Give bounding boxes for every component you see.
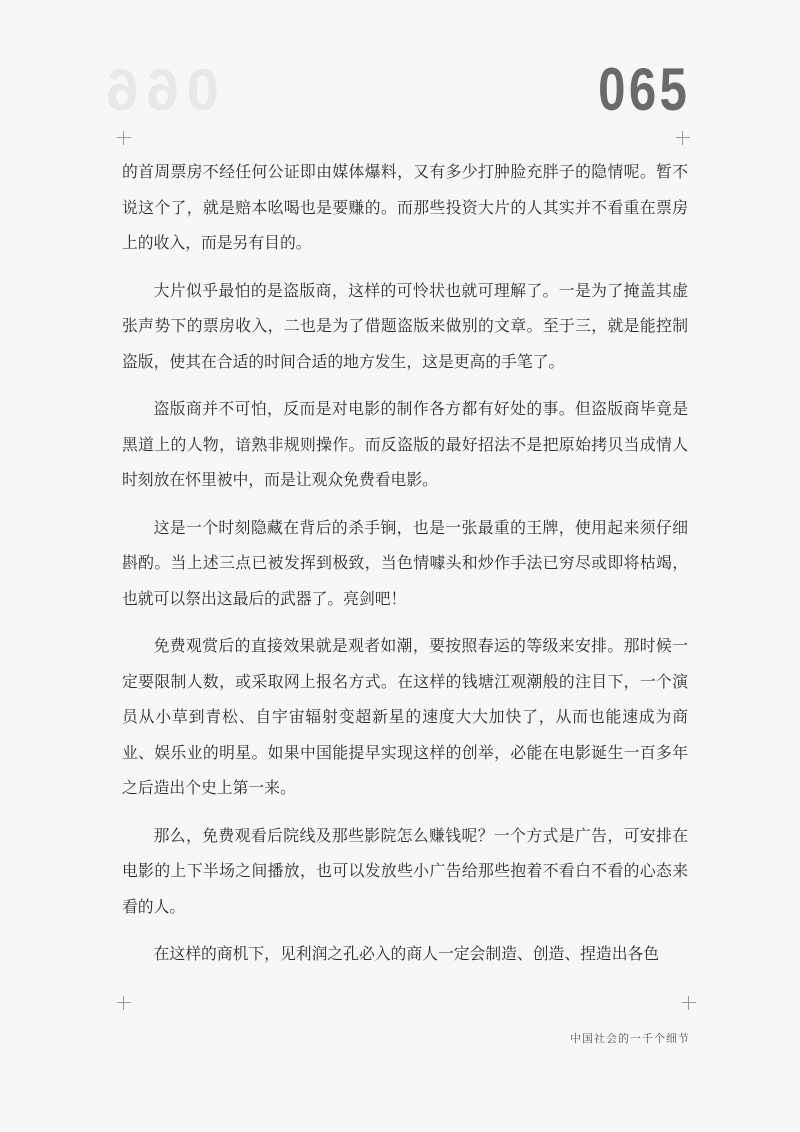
crop-mark-top-right bbox=[676, 131, 690, 145]
body-text bbox=[122, 154, 688, 984]
crop-mark-bottom-right bbox=[682, 996, 696, 1010]
paragraph-2: 大片似乎最怕的是盗版商，这样的可怜状也就可理解了。一是为了掩盖其虚张声势下的票房收入，二也是为了借题盗版来做别的文章。至于三，就是能控制盗版，使其在合适的时间合适的地方发生，这是更高的手笔了。 bbox=[122, 280, 688, 371]
show-through-page-number: 066 bbox=[98, 58, 219, 123]
paragraph-7: 在这样的商机下，见利润之孔必入的商人一定会制造、创造、捏造出各色 bbox=[153, 944, 660, 963]
running-footer-book-title: 中国社会的一千个细节 bbox=[570, 1032, 690, 1045]
page-number: 065 bbox=[598, 56, 690, 123]
paragraph-1: 的首周票房不经任何公证即由媒体爆料，又有多少打肿脸充胖子的隐情呢。暂不说这个了，就是赔本吆喝也是要赚的。而那些投资大片的人其实并不看重在票房上的收入，而是另有目的。 bbox=[122, 162, 688, 252]
crop-mark-bottom-left bbox=[117, 996, 131, 1010]
paragraph-4: 这是一个时刻隐藏在背后的杀手锏，也是一张最重的王牌，使用起来须仔细斟酌。当上述三点已被发挥到极致，当色情噱头和炒作手法已穷尽或即将枯竭，也就可以祭出这最后的武器了。亮剑吧！ bbox=[122, 517, 688, 608]
paragraph-5: 免费观赏后的直接效果就是观者如潮，要按照春运的等级来安排。那时候一定要限制人数，或采取网上报名方式。在这样的钱塘江观潮般的注目下，一个演员从小草到青松、自宇宙辐射变超新星的速度大大加快了，从而也能速成为商业、娱乐业的明星。如果中国能提早实现这样的创举，必能在电影诞生一百多年之后造出个史上第一来。 bbox=[122, 636, 688, 797]
paragraph-6: 那么，免费观看后院线及那些影院怎么赚钱呢？一个方式是广告，可安排在电影的上下半场之间播放，也可以发放些小广告给那些抱着不看白不看的心态来看的人。 bbox=[122, 825, 688, 916]
crop-mark-top-left bbox=[117, 131, 131, 145]
paragraph-3: 盗版商并不可怕，反而是对电影的制作各方都有好处的事。但盗版商毕竟是黑道上的人物，谙熟非规则操作。而反盗版的最好招法不是把原始拷贝当成情人时刻放在怀里被中，而是让观众免费看电影。 bbox=[122, 399, 688, 489]
